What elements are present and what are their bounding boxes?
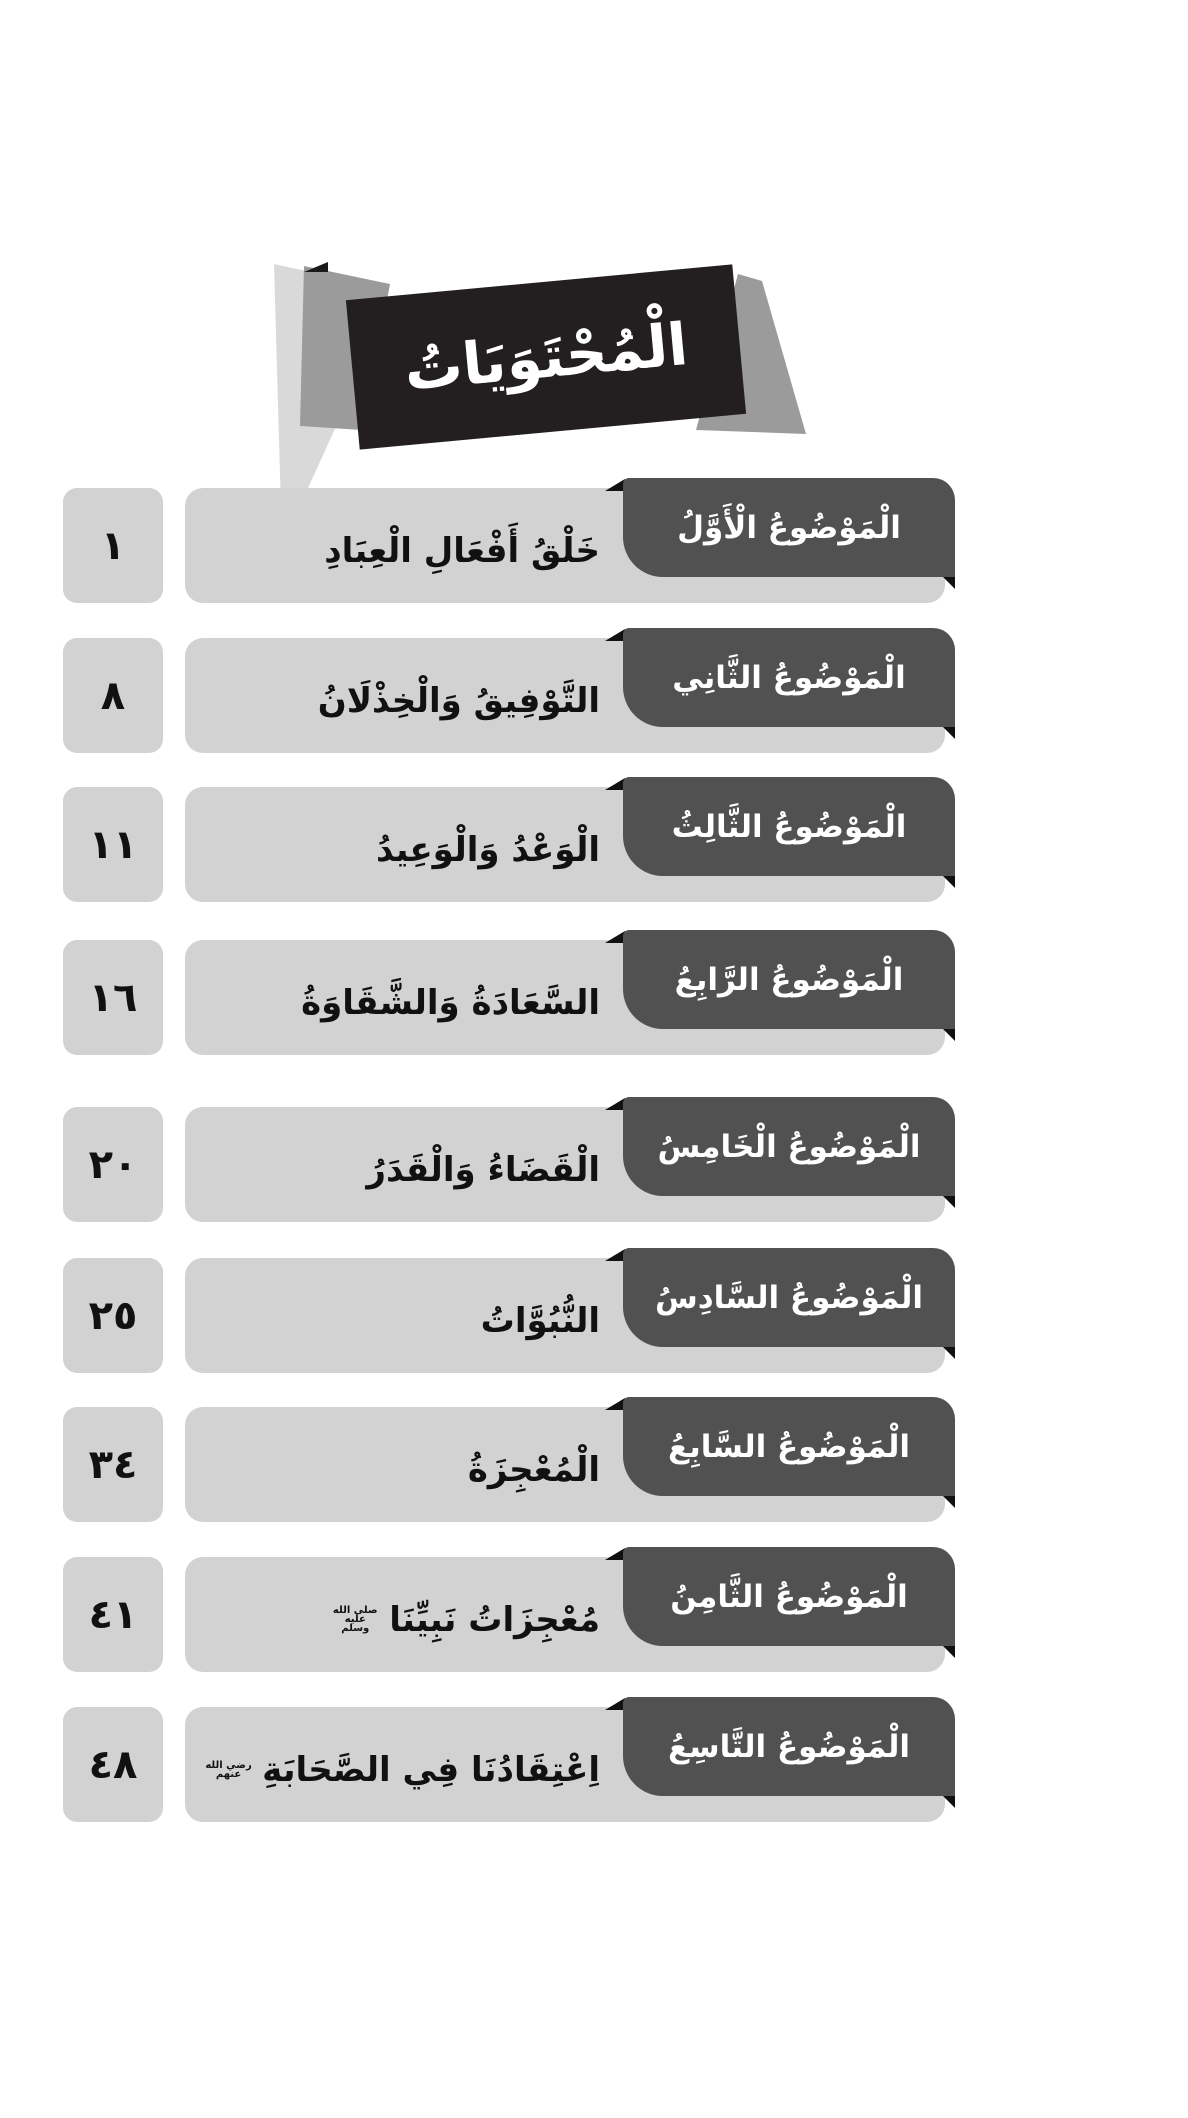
page-number-box bbox=[63, 638, 163, 753]
topic-label-text: الْمَوْضُوعُ الْخَامِسُ bbox=[657, 1128, 921, 1165]
topic-label-text: الْمَوْضُوعُ الثَّانِي bbox=[672, 659, 906, 696]
topic-title-wrap bbox=[205, 1707, 600, 1822]
topic-title: السَّعَادَةُ وَالشَّقَاوَةُ bbox=[301, 982, 600, 1023]
topic-label-text: الْمَوْضُوعُ التَّاسِعُ bbox=[667, 1728, 911, 1765]
topic-label bbox=[623, 1248, 955, 1347]
topic-label-text: الْمَوْضُوعُ الْأَوَّلُ bbox=[677, 509, 901, 546]
label-fold-wedge-left-icon bbox=[605, 479, 625, 491]
page-number: ١٦ bbox=[88, 974, 138, 1021]
toc-row bbox=[0, 1248, 1188, 1378]
topic-label bbox=[623, 1547, 955, 1646]
topic-title: خَلْقُ أَفْعَالِ الْعِبَادِ bbox=[324, 530, 600, 571]
topic-title-wrap bbox=[205, 1557, 600, 1672]
page-number-box bbox=[63, 1407, 163, 1522]
toc-row bbox=[0, 1097, 1188, 1227]
topic-label-text: الْمَوْضُوعُ الرَّابِعُ bbox=[674, 961, 904, 998]
topic-title-wrap bbox=[205, 940, 600, 1055]
topic-label-text: الْمَوْضُوعُ الثَّالِثُ bbox=[671, 808, 907, 845]
page-number-box bbox=[63, 940, 163, 1055]
page-number: ٢٥ bbox=[88, 1292, 138, 1339]
topic-title-wrap bbox=[205, 1407, 600, 1522]
topic-label-text: الْمَوْضُوعُ السَّابِعُ bbox=[667, 1428, 911, 1465]
topic-title-wrap bbox=[205, 1107, 600, 1222]
honorific-stamp: صلى الله عليه وسلم bbox=[332, 1605, 378, 1634]
topic-label bbox=[623, 1397, 955, 1496]
page-number-box bbox=[63, 787, 163, 902]
topic-title: الْوَعْدُ وَالْوَعِيدُ bbox=[375, 829, 600, 870]
toc-row bbox=[0, 628, 1188, 758]
page-number: ٣٤ bbox=[88, 1441, 138, 1488]
topic-title: مُعْجِزَاتُ نَبِيِّنَا bbox=[389, 1599, 600, 1640]
page-number: ٤١ bbox=[88, 1591, 138, 1638]
topic-label bbox=[623, 628, 955, 727]
topic-title-wrap bbox=[205, 1258, 600, 1373]
topic-title-wrap bbox=[205, 787, 600, 902]
toc-row bbox=[0, 777, 1188, 907]
page-number: ٨ bbox=[100, 672, 126, 719]
topic-label bbox=[623, 1697, 955, 1796]
page-number: ٢٠ bbox=[88, 1141, 138, 1188]
topic-title: اِعْتِقَادُنَا فِي الصَّحَابَةِ bbox=[262, 1749, 600, 1790]
page-number-box bbox=[63, 1258, 163, 1373]
page-number-box bbox=[63, 1107, 163, 1222]
page-number: ١ bbox=[100, 522, 126, 569]
toc-row bbox=[0, 930, 1188, 1060]
label-fold-wedge-left-icon bbox=[605, 931, 625, 943]
topic-title: التَّوْفِيقُ وَالْخِذْلَانُ bbox=[317, 680, 600, 721]
toc-row bbox=[0, 1697, 1188, 1827]
page-number: ١١ bbox=[88, 821, 138, 868]
toc-row bbox=[0, 1397, 1188, 1527]
topic-title: الْقَضَاءُ وَالْقَدَرُ bbox=[366, 1149, 600, 1190]
page-title: الْمُحْتَوَيَاتُ bbox=[401, 310, 691, 404]
topic-title: الْمُعْجِزَةُ bbox=[467, 1449, 600, 1490]
topic-label bbox=[623, 478, 955, 577]
label-fold-wedge-left-icon bbox=[605, 629, 625, 641]
toc-row bbox=[0, 1547, 1188, 1677]
page-number-box bbox=[63, 488, 163, 603]
topic-label-text: الْمَوْضُوعُ السَّادِسُ bbox=[655, 1279, 923, 1316]
topic-label bbox=[623, 1097, 955, 1196]
page-number-box bbox=[63, 1707, 163, 1822]
page-number: ٤٨ bbox=[88, 1741, 138, 1788]
toc-row bbox=[0, 478, 1188, 608]
topic-label-text: الْمَوْضُوعُ الثَّامِنُ bbox=[670, 1578, 908, 1615]
label-fold-wedge-left-icon bbox=[605, 778, 625, 790]
honorific-stamp: رضي الله عنهم bbox=[205, 1759, 252, 1780]
topic-title: النُّبُوَّاتُ bbox=[480, 1300, 600, 1341]
topic-title-wrap bbox=[205, 488, 600, 603]
page-number-box bbox=[63, 1557, 163, 1672]
topic-title-wrap bbox=[205, 638, 600, 753]
topic-label bbox=[623, 777, 955, 876]
topic-label bbox=[623, 930, 955, 1029]
banner-plate bbox=[346, 264, 746, 449]
